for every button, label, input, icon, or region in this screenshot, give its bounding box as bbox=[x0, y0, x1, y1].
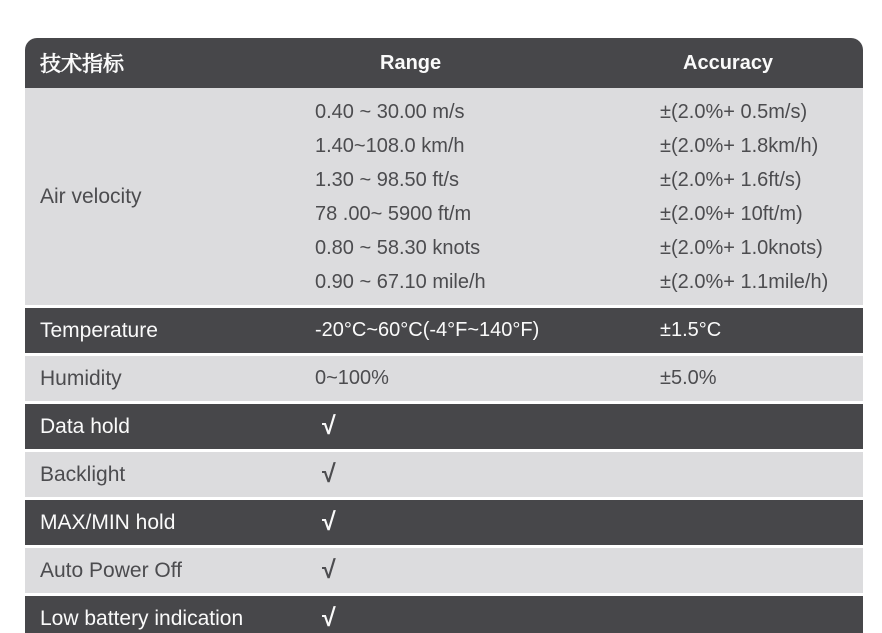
range-value: 1.30 ~ 98.50 ft/s bbox=[315, 168, 459, 191]
row-label-air-velocity: Air velocity bbox=[40, 184, 142, 208]
row-label: Humidity bbox=[40, 366, 122, 390]
accuracy-value: ±(2.0%+ 1.0knots) bbox=[660, 236, 823, 259]
range-value: 0.90 ~ 67.10 mile/h bbox=[315, 270, 486, 293]
technical-spec-table bbox=[25, 38, 863, 633]
checkmark-icon: √ bbox=[322, 508, 336, 536]
checkmark-icon: √ bbox=[322, 556, 336, 584]
table-row-auto-power-off bbox=[25, 548, 863, 593]
accuracy-value: ±(2.0%+ 10ft/m) bbox=[660, 202, 803, 225]
table-row-data-hold bbox=[25, 404, 863, 449]
accuracy-value: ±(2.0%+ 1.1mile/h) bbox=[660, 270, 829, 293]
table-row-humidity bbox=[25, 356, 863, 401]
row-label: Temperature bbox=[40, 318, 158, 342]
range-value: 0.80 ~ 58.30 knots bbox=[315, 236, 481, 259]
row-label: Backlight bbox=[40, 462, 126, 486]
accuracy-value: ±(2.0%+ 1.8km/h) bbox=[660, 134, 819, 157]
header-range: Range bbox=[380, 51, 442, 74]
range-value: 78 .00~ 5900 ft/m bbox=[315, 202, 472, 225]
table-header-row bbox=[25, 38, 863, 88]
table-row-max-min-hold bbox=[25, 500, 863, 545]
range-value: 1.40~108.0 km/h bbox=[315, 134, 465, 157]
row-label: Data hold bbox=[40, 414, 130, 438]
row-label: MAX/MIN hold bbox=[40, 510, 176, 534]
accuracy-value: ±(2.0%+ 1.6ft/s) bbox=[660, 168, 802, 191]
air-velocity-range-list bbox=[305, 88, 650, 305]
row-label: Low battery indication bbox=[40, 606, 244, 630]
checkmark-icon: √ bbox=[322, 460, 336, 488]
range-value: 0.40 ~ 30.00 m/s bbox=[315, 100, 465, 123]
header-parameter: 技术指标 bbox=[40, 53, 124, 76]
table-row-low-battery-indication bbox=[25, 596, 863, 633]
range-value: 0~100% bbox=[315, 367, 389, 389]
accuracy-value: ±5.0% bbox=[660, 367, 717, 389]
air-velocity-accuracy-list bbox=[650, 88, 863, 305]
table-row-temperature bbox=[25, 308, 863, 353]
checkmark-icon: √ bbox=[322, 604, 336, 632]
header-accuracy: Accuracy bbox=[683, 51, 774, 74]
row-label: Auto Power Off bbox=[40, 558, 183, 582]
table-row-backlight bbox=[25, 452, 863, 497]
range-value: -20°C~60°C(-4°F~140°F) bbox=[315, 319, 540, 341]
checkmark-icon: √ bbox=[322, 412, 336, 440]
accuracy-value: ±(2.0%+ 0.5m/s) bbox=[660, 100, 808, 123]
table-row-air-velocity bbox=[25, 88, 863, 305]
accuracy-value: ±1.5°C bbox=[660, 319, 722, 341]
